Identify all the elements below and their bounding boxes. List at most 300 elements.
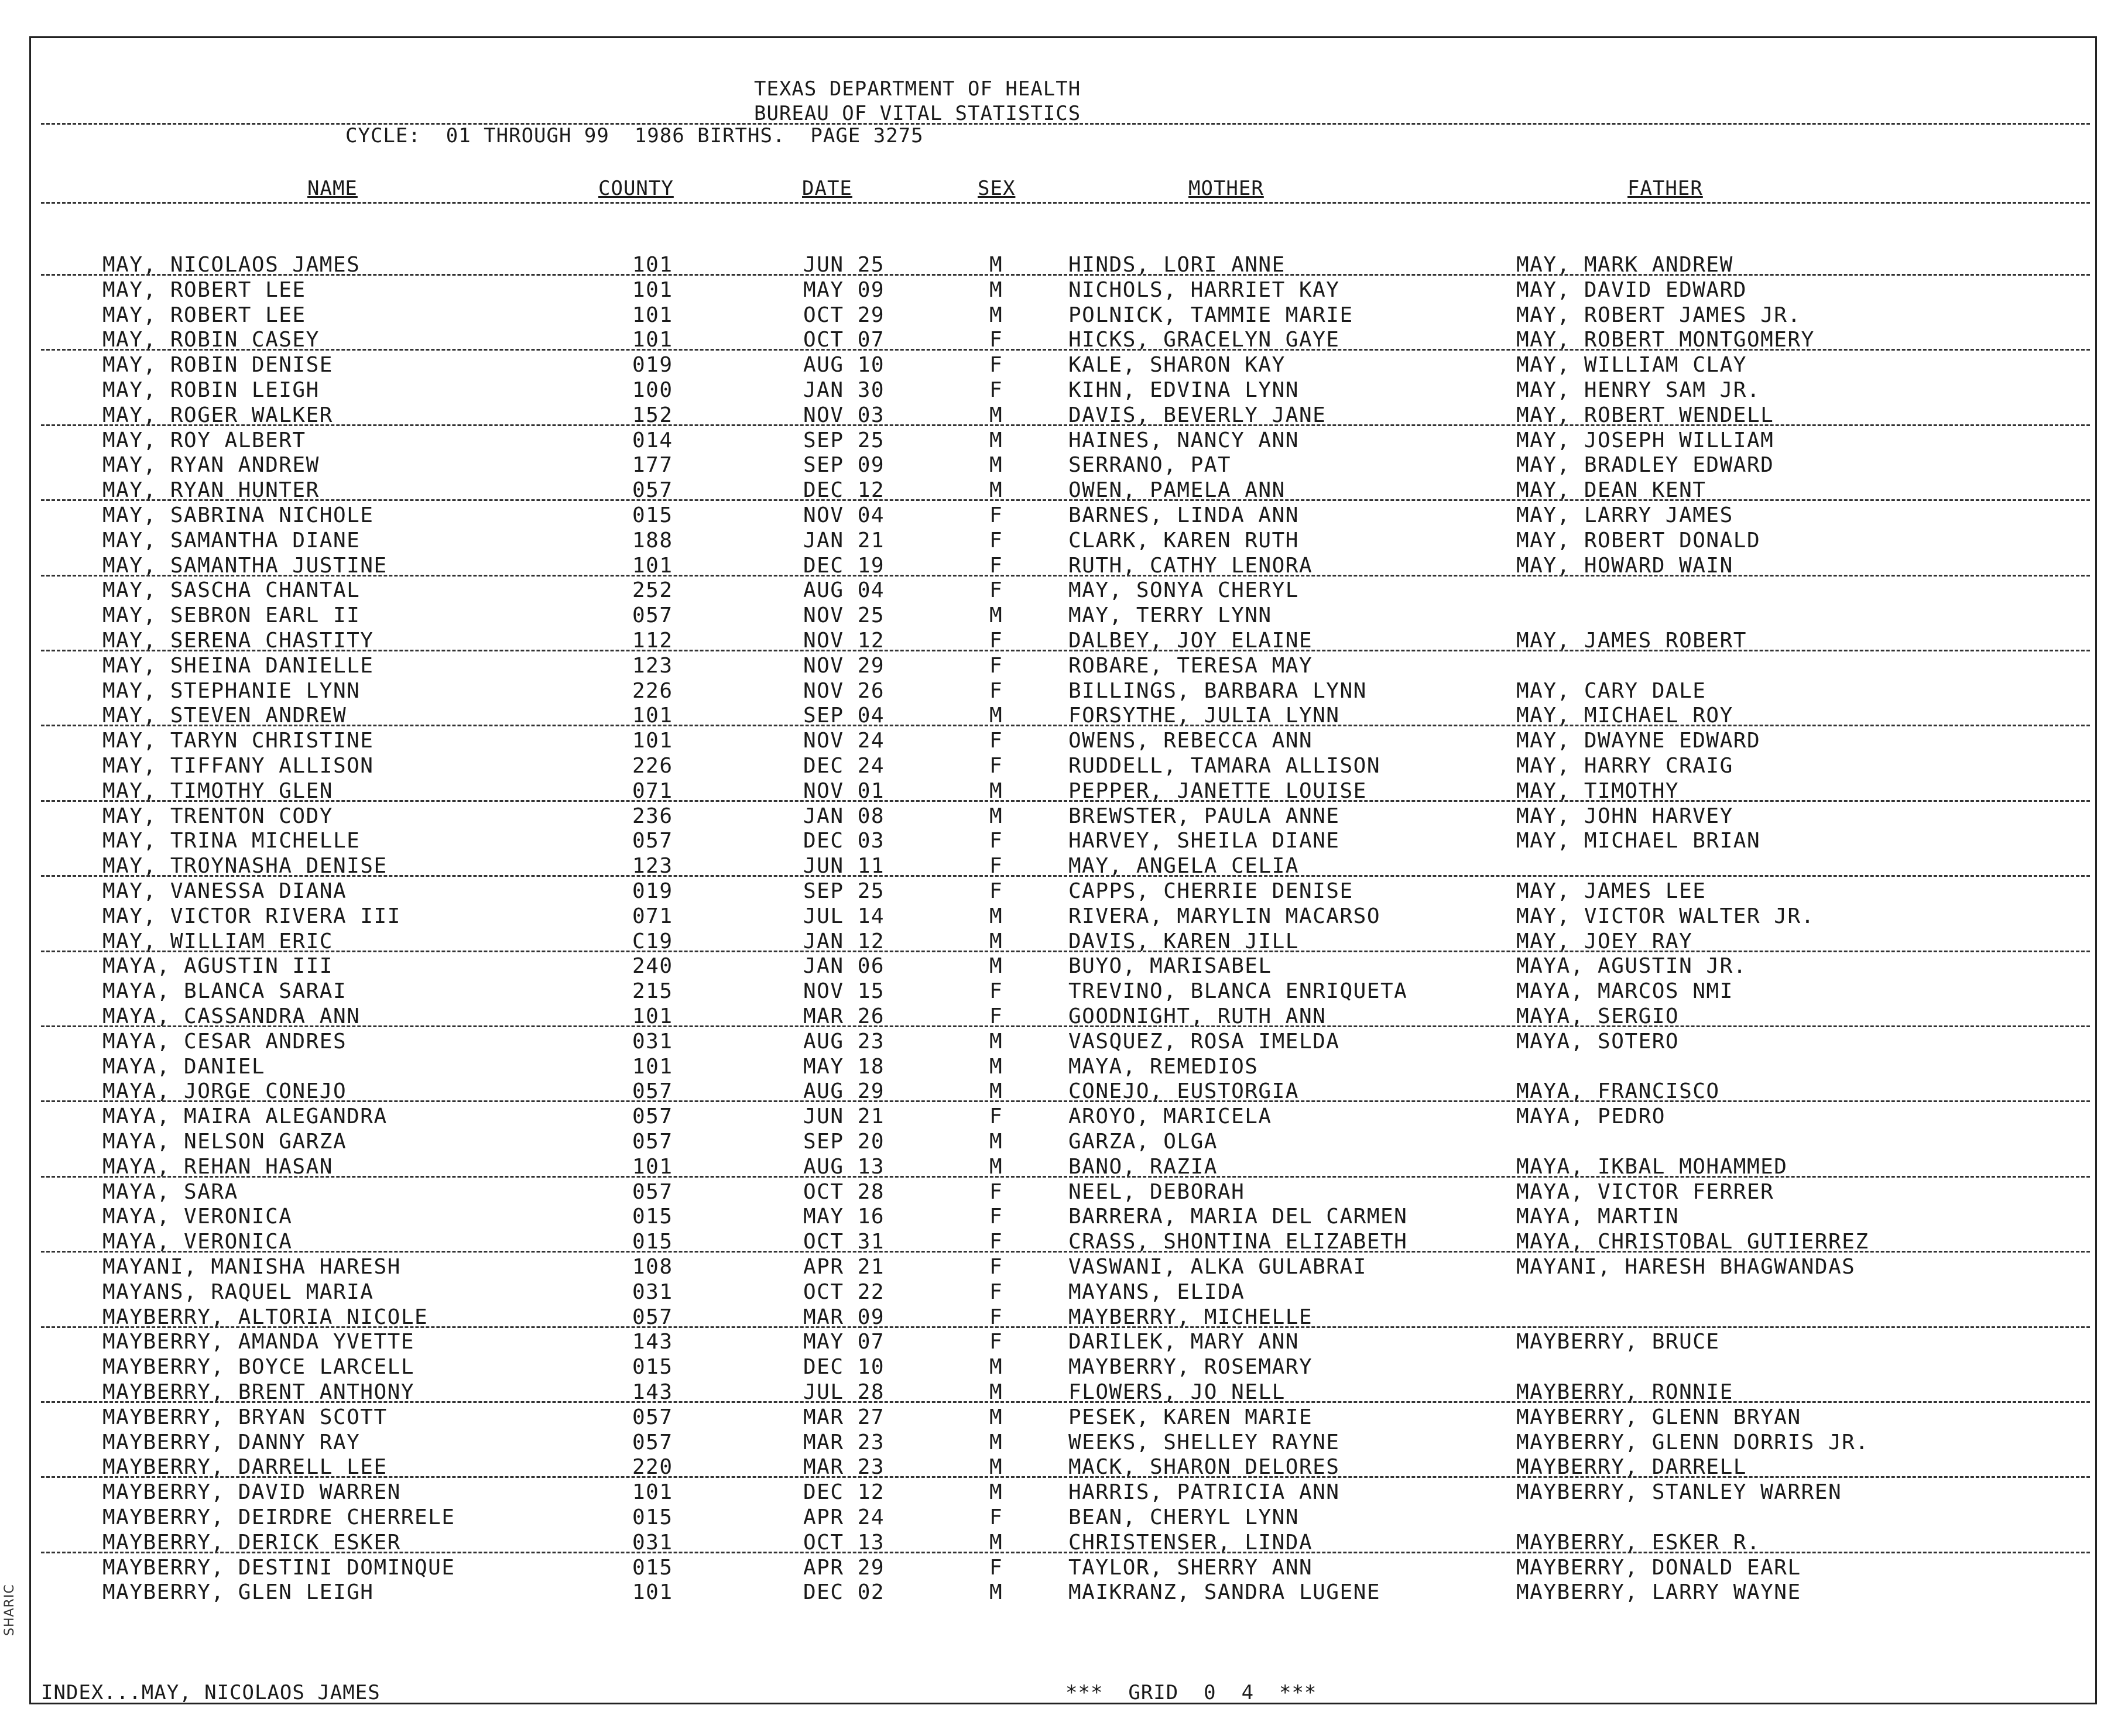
cell-date: JUL 14 [803, 904, 885, 928]
cell-county: 071 [632, 904, 673, 928]
cell-sex: M [989, 1530, 1003, 1555]
table-row [0, 729, 2128, 753]
cell-name: MAYANS, RAQUEL MARIA [102, 1279, 374, 1304]
cell-mother: DAVIS, BEVERLY JANE [1068, 403, 1327, 427]
table-row [0, 1505, 2128, 1530]
cell-father: MAYBERRY, ESKER R. [1516, 1530, 1761, 1555]
cell-name: MAY, TIMOTHY GLEN [102, 778, 333, 803]
cell-county: 143 [632, 1380, 673, 1404]
cell-mother: BANO, RAZIA [1068, 1154, 1218, 1179]
cell-county: 057 [632, 478, 673, 503]
cell-father: MAY, JOSEPH WILLIAM [1516, 428, 1774, 452]
column-header-county: COUNTY [598, 177, 674, 200]
cell-mother: RUTH, CATHY LENORA [1068, 553, 1313, 578]
table-row [0, 779, 2128, 804]
cell-name: MAYBERRY, BRYAN SCOTT [102, 1405, 388, 1429]
cell-date: SEP 04 [803, 704, 885, 728]
cell-father: MAY, CARY DALE [1516, 678, 1706, 703]
cell-county: 123 [632, 854, 673, 879]
cell-date: JAN 12 [803, 929, 885, 953]
cell-father: MAYA, FRANCISCO [1516, 1079, 1720, 1104]
cell-sex: M [989, 929, 1003, 953]
cell-sex: F [989, 378, 1003, 402]
cell-father: MAY, BRADLEY EDWARD [1516, 453, 1774, 478]
table-row [0, 929, 2128, 954]
table-row [0, 679, 2128, 704]
cell-father: MAYA, AGUSTIN JR. [1516, 954, 1747, 979]
cell-mother: TREVINO, BLANCA ENRIQUETA [1068, 979, 1408, 1004]
cell-date: AUG 04 [803, 578, 885, 603]
cell-date: OCT 07 [803, 328, 885, 352]
cell-county: 101 [632, 1054, 673, 1079]
cell-name: MAY, SAMANTHA JUSTINE [102, 553, 388, 578]
cell-name: MAYA, SARA [102, 1179, 238, 1204]
cell-date: OCT 29 [803, 303, 885, 327]
cell-sex: M [989, 453, 1003, 478]
cell-county: 019 [632, 879, 673, 903]
cell-sex: M [989, 1029, 1003, 1054]
cell-date: NOV 29 [803, 653, 885, 678]
cell-mother: KIHN, EDVINA LYNN [1068, 378, 1299, 402]
cell-county: 101 [632, 704, 673, 728]
cell-mother: WEEKS, SHELLEY RAYNE [1068, 1430, 1340, 1454]
cell-mother: NEEL, DEBORAH [1068, 1179, 1245, 1204]
cell-mother: OWEN, PAMELA ANN [1068, 478, 1286, 503]
cell-date: OCT 13 [803, 1530, 885, 1555]
cell-county: 108 [632, 1255, 673, 1279]
cell-name: MAYBERRY, DARRELL LEE [102, 1455, 388, 1480]
cell-father: MAY, ROBERT JAMES JR. [1516, 303, 1801, 327]
cell-date: DEC 10 [803, 1355, 885, 1380]
cell-county: 101 [632, 303, 673, 327]
cell-name: MAY, RYAN HUNTER [102, 478, 320, 503]
cell-sex: M [989, 1130, 1003, 1154]
cell-mother: CLARK, KAREN RUTH [1068, 528, 1299, 553]
cell-date: APR 29 [803, 1555, 885, 1580]
cell-date: MAR 23 [803, 1455, 885, 1480]
cell-date: AUG 10 [803, 353, 885, 378]
side-label: SHARIC [2, 1584, 17, 1636]
cell-date: DEC 19 [803, 553, 885, 578]
cell-name: MAY, SASCHA CHANTAL [102, 578, 361, 603]
cell-mother: CAPPS, CHERRIE DENISE [1068, 879, 1353, 903]
cell-father: MAY, MICHAEL ROY [1516, 704, 1733, 728]
cell-father: MAY, JOEY RAY [1516, 929, 1693, 953]
cell-county: 112 [632, 629, 673, 653]
cell-name: MAYBERRY, ALTORIA NICOLE [102, 1305, 429, 1329]
cell-date: NOV 24 [803, 729, 885, 753]
cell-mother: MAYBERRY, ROSEMARY [1068, 1355, 1313, 1380]
cell-name: MAY, ROY ALBERT [102, 428, 306, 452]
cell-name: MAYA, MAIRA ALEGANDRA [102, 1104, 388, 1129]
table-row [0, 1480, 2128, 1505]
table-row [0, 1430, 2128, 1455]
cell-name: MAYBERRY, AMANDA YVETTE [102, 1330, 414, 1354]
cell-name: MAYBERRY, DERICK ESKER [102, 1530, 401, 1555]
cell-sex: F [989, 1305, 1003, 1329]
cell-name: MAYBERRY, BRENT ANTHONY [102, 1380, 414, 1404]
cell-name: MAYA, AGUSTIN III [102, 954, 333, 979]
table-row [0, 1055, 2128, 1079]
cell-county: 031 [632, 1530, 673, 1555]
cell-name: MAY, TRINA MICHELLE [102, 829, 361, 853]
cell-mother: PESEK, KAREN MARIE [1068, 1405, 1313, 1429]
cell-county: 057 [632, 1430, 673, 1454]
cell-father: MAY, HOWARD WAIN [1516, 553, 1733, 578]
cell-mother: VASQUEZ, ROSA IMELDA [1068, 1029, 1340, 1054]
table-row [0, 979, 2128, 1004]
table-row [0, 704, 2128, 728]
table-row [0, 1079, 2128, 1104]
cell-name: MAYA, REHAN HASAN [102, 1154, 333, 1179]
table-row [0, 603, 2128, 628]
table-row [0, 879, 2128, 904]
table-row [0, 529, 2128, 553]
cell-name: MAYA, CESAR ANDRES [102, 1029, 347, 1054]
cell-mother: TAYLOR, SHERRY ANN [1068, 1555, 1313, 1580]
cell-father: MAY, HENRY SAM JR. [1516, 378, 1761, 402]
column-header-divider [41, 202, 2090, 204]
cell-sex: F [989, 1230, 1003, 1254]
column-header-father: FATHER [1627, 177, 1703, 200]
cell-sex: M [989, 303, 1003, 327]
cell-father: MAY, WILLIAM CLAY [1516, 353, 1747, 378]
cell-county: C19 [632, 929, 673, 953]
cell-county: 188 [632, 528, 673, 553]
table-row [0, 1205, 2128, 1229]
cell-county: 031 [632, 1279, 673, 1304]
cell-sex: F [989, 553, 1003, 578]
cell-date: JUL 28 [803, 1380, 885, 1404]
cell-father: MAYA, MARTIN [1516, 1205, 1680, 1229]
cell-name: MAY, ROBIN CASEY [102, 328, 320, 352]
table-row [0, 954, 2128, 979]
cell-county: 015 [632, 1205, 673, 1229]
table-row [0, 503, 2128, 528]
cell-date: SEP 25 [803, 428, 885, 452]
cell-mother: HINDS, LORI ANNE [1068, 253, 1286, 277]
cell-mother: DARILEK, MARY ANN [1068, 1330, 1299, 1354]
cell-name: MAY, SERENA CHASTITY [102, 629, 374, 653]
cell-name: MAY, RYAN ANDREW [102, 453, 320, 478]
cell-name: MAY, WILLIAM ERIC [102, 929, 333, 953]
cell-mother: MAYANS, ELIDA [1068, 1279, 1245, 1304]
cell-father: MAYA, SOTERO [1516, 1029, 1680, 1054]
cell-date: MAY 16 [803, 1205, 885, 1229]
cell-name: MAY, SAMANTHA DIANE [102, 528, 361, 553]
cell-date: JUN 25 [803, 253, 885, 277]
table-row [0, 654, 2128, 678]
cell-name: MAY, STEPHANIE LYNN [102, 678, 361, 703]
cell-sex: F [989, 1505, 1003, 1529]
cell-date: JAN 08 [803, 804, 885, 828]
cell-mother: AROYO, MARICELA [1068, 1104, 1272, 1129]
cell-name: MAY, ROBERT LEE [102, 303, 306, 327]
table-row [0, 629, 2128, 653]
header-title: TEXAS DEPARTMENT OF HEALTH [754, 77, 1081, 101]
cell-father: MAYA, VICTOR FERRER [1516, 1179, 1774, 1204]
cell-mother: CHRISTENSER, LINDA [1068, 1530, 1313, 1555]
cell-mother: MAYBERRY, MICHELLE [1068, 1305, 1313, 1329]
table-row [0, 353, 2128, 378]
table-row [0, 1104, 2128, 1129]
cell-mother: MAY, TERRY LYNN [1068, 603, 1272, 628]
cell-sex: F [989, 503, 1003, 527]
cell-date: OCT 31 [803, 1230, 885, 1254]
cell-date: JUN 11 [803, 854, 885, 879]
table-row [0, 904, 2128, 929]
cell-sex: M [989, 1405, 1003, 1429]
cell-mother: BREWSTER, PAULA ANNE [1068, 804, 1340, 828]
table-row [0, 1355, 2128, 1380]
cell-date: MAR 09 [803, 1305, 885, 1329]
cell-date: APR 21 [803, 1255, 885, 1279]
cell-county: 057 [632, 829, 673, 853]
cell-sex: M [989, 277, 1003, 302]
cell-sex: M [989, 804, 1003, 828]
cell-date: MAR 26 [803, 1004, 885, 1028]
cell-sex: F [989, 1179, 1003, 1204]
cell-father: MAYBERRY, LARRY WAYNE [1516, 1580, 1801, 1605]
cell-county: 057 [632, 1179, 673, 1204]
cell-sex: F [989, 979, 1003, 1004]
cell-name: MAYA, CASSANDRA ANN [102, 1004, 361, 1028]
table-row [0, 1255, 2128, 1279]
cell-sex: F [989, 1104, 1003, 1129]
table-row [0, 1230, 2128, 1254]
cell-mother: MAY, ANGELA CELIA [1068, 854, 1299, 879]
cell-father: MAY, ROBERT DONALD [1516, 528, 1761, 553]
cell-mother: HARRIS, PATRICIA ANN [1068, 1480, 1340, 1505]
cell-date: NOV 12 [803, 629, 885, 653]
cell-father: MAY, VICTOR WALTER JR. [1516, 904, 1815, 928]
cell-mother: PEPPER, JANETTE LOUISE [1068, 778, 1367, 803]
cell-name: MAY, TIFFANY ALLISON [102, 754, 374, 778]
cell-sex: F [989, 1330, 1003, 1354]
cell-sex: F [989, 1205, 1003, 1229]
cell-sex: F [989, 578, 1003, 603]
cell-date: MAY 07 [803, 1330, 885, 1354]
cell-county: 015 [632, 1555, 673, 1580]
cell-father: MAY, DEAN KENT [1516, 478, 1706, 503]
cell-sex: M [989, 904, 1003, 928]
cell-father: MAYBERRY, DARRELL [1516, 1455, 1747, 1480]
cell-sex: M [989, 1154, 1003, 1179]
cell-county: 057 [632, 603, 673, 628]
table-row [0, 303, 2128, 328]
cell-mother: MACK, SHARON DELORES [1068, 1455, 1340, 1480]
cell-county: 015 [632, 1230, 673, 1254]
cell-father: MAY, MICHAEL BRIAN [1516, 829, 1761, 853]
cell-name: MAY, TRENTON CODY [102, 804, 333, 828]
table-row [0, 1380, 2128, 1405]
cell-sex: F [989, 353, 1003, 378]
cell-name: MAY, NICOLAOS JAMES [102, 253, 361, 277]
cell-sex: M [989, 603, 1003, 628]
cell-mother: CRASS, SHONTINA ELIZABETH [1068, 1230, 1408, 1254]
cell-mother: GOODNIGHT, RUTH ANN [1068, 1004, 1327, 1028]
cell-mother: BARNES, LINDA ANN [1068, 503, 1299, 527]
cell-name: MAY, ROBIN DENISE [102, 353, 333, 378]
cell-county: 057 [632, 1130, 673, 1154]
cell-county: 015 [632, 1355, 673, 1380]
cell-name: MAY, ROBERT LEE [102, 277, 306, 302]
table-row [0, 1556, 2128, 1580]
cell-name: MAY, SEBRON EARL II [102, 603, 361, 628]
cell-name: MAYBERRY, GLEN LEIGH [102, 1580, 374, 1605]
cell-name: MAYBERRY, DESTINI DOMINQUE [102, 1555, 455, 1580]
cell-sex: M [989, 1480, 1003, 1505]
cell-date: AUG 29 [803, 1079, 885, 1104]
cell-date: OCT 22 [803, 1279, 885, 1304]
cell-county: 252 [632, 578, 673, 603]
table-row [0, 854, 2128, 879]
cell-father: MAYBERRY, DONALD EARL [1516, 1555, 1801, 1580]
cell-name: MAYA, BLANCA SARAI [102, 979, 347, 1004]
cell-date: SEP 09 [803, 453, 885, 478]
cell-sex: M [989, 1355, 1003, 1380]
cell-date: NOV 01 [803, 778, 885, 803]
cell-name: MAYBERRY, DAVID WARREN [102, 1480, 401, 1505]
cell-sex: F [989, 829, 1003, 853]
cell-county: 031 [632, 1029, 673, 1054]
cell-county: 101 [632, 277, 673, 302]
table-row [0, 328, 2128, 352]
cell-father: MAYANI, HARESH BHAGWANDAS [1516, 1255, 1856, 1279]
table-row [0, 829, 2128, 853]
table-row [0, 453, 2128, 478]
cell-date: NOV 03 [803, 403, 885, 427]
cell-date: NOV 15 [803, 979, 885, 1004]
table-row [0, 1180, 2128, 1205]
cell-father: MAYA, IKBAL MOHAMMED [1516, 1154, 1788, 1179]
cell-mother: ROBARE, TERESA MAY [1068, 653, 1313, 678]
cell-name: MAYBERRY, BOYCE LARCELL [102, 1355, 414, 1380]
cell-date: OCT 28 [803, 1179, 885, 1204]
table-row [0, 428, 2128, 453]
cell-sex: M [989, 253, 1003, 277]
cell-county: 177 [632, 453, 673, 478]
cell-county: 057 [632, 1079, 673, 1104]
cell-mother: FORSYTHE, JULIA LYNN [1068, 704, 1340, 728]
cell-father: MAY, TIMOTHY [1516, 778, 1680, 803]
cell-county: 100 [632, 378, 673, 402]
cell-name: MAY, STEVEN ANDREW [102, 704, 347, 728]
cell-sex: F [989, 854, 1003, 879]
table-row [0, 1004, 2128, 1029]
cell-name: MAYBERRY, DANNY RAY [102, 1430, 361, 1454]
footer-index: INDEX...MAY, NICOLAOS JAMES [41, 1681, 381, 1704]
table-row [0, 1580, 2128, 1605]
cell-mother: NICHOLS, HARRIET KAY [1068, 277, 1340, 302]
cell-name: MAYA, VERONICA [102, 1205, 293, 1229]
cell-date: JUN 21 [803, 1104, 885, 1129]
cell-county: 240 [632, 954, 673, 979]
cell-father: MAYA, SERGIO [1516, 1004, 1680, 1028]
cell-father: MAY, MARK ANDREW [1516, 253, 1733, 277]
cell-sex: F [989, 528, 1003, 553]
cell-date: MAY 09 [803, 277, 885, 302]
table-row [0, 1405, 2128, 1430]
cell-sex: F [989, 653, 1003, 678]
table-row [0, 1330, 2128, 1354]
column-header-sex: SEX [978, 177, 1016, 200]
cell-date: AUG 13 [803, 1154, 885, 1179]
table-row [0, 403, 2128, 428]
cell-county: 071 [632, 778, 673, 803]
cell-mother: MAY, SONYA CHERYL [1068, 578, 1299, 603]
cell-name: MAYA, JORGE CONEJO [102, 1079, 347, 1104]
header-subtitle: BUREAU OF VITAL STATISTICS [754, 102, 1081, 125]
cell-county: 019 [632, 353, 673, 378]
cell-father: MAYBERRY, BRUCE [1516, 1330, 1720, 1354]
cell-father: MAYA, PEDRO [1516, 1104, 1666, 1129]
cell-sex: M [989, 1430, 1003, 1454]
cell-mother: GARZA, OLGA [1068, 1130, 1218, 1154]
cell-date: AUG 23 [803, 1029, 885, 1054]
cell-sex: F [989, 629, 1003, 653]
cell-name: MAY, VANESSA DIANA [102, 879, 347, 903]
cell-county: 101 [632, 1480, 673, 1505]
cell-county: 101 [632, 729, 673, 753]
cell-date: DEC 12 [803, 1480, 885, 1505]
cell-name: MAY, VICTOR RIVERA III [102, 904, 401, 928]
cell-mother: POLNICK, TAMMIE MARIE [1068, 303, 1353, 327]
cell-father: MAYBERRY, RONNIE [1516, 1380, 1733, 1404]
cell-date: MAR 23 [803, 1430, 885, 1454]
cell-date: DEC 24 [803, 754, 885, 778]
cell-date: SEP 25 [803, 879, 885, 903]
cell-father: MAY, HARRY CRAIG [1516, 754, 1733, 778]
table-row [0, 1531, 2128, 1555]
cell-mother: BEAN, CHERYL LYNN [1068, 1505, 1299, 1529]
cell-date: MAR 27 [803, 1405, 885, 1429]
cell-father: MAYBERRY, GLENN BRYAN [1516, 1405, 1801, 1429]
cell-father: MAY, JAMES ROBERT [1516, 629, 1747, 653]
cell-sex: F [989, 879, 1003, 903]
cell-sex: M [989, 1580, 1003, 1605]
table-row [0, 754, 2128, 778]
table-row [0, 378, 2128, 403]
cell-sex: F [989, 729, 1003, 753]
cell-father: MAYBERRY, STANLEY WARREN [1516, 1480, 1842, 1505]
cell-mother: HARVEY, SHEILA DIANE [1068, 829, 1340, 853]
cell-mother: BUYO, MARISABEL [1068, 954, 1272, 979]
table-row [0, 1130, 2128, 1154]
table-row [0, 278, 2128, 303]
cell-county: 152 [632, 403, 673, 427]
cell-mother: HAINES, NANCY ANN [1068, 428, 1299, 452]
cell-mother: RIVERA, MARYLIN MACARSO [1068, 904, 1380, 928]
cell-county: 101 [632, 1580, 673, 1605]
cell-sex: F [989, 754, 1003, 778]
cell-name: MAY, TROYNASHA DENISE [102, 854, 388, 879]
table-row [0, 478, 2128, 503]
cell-sex: M [989, 704, 1003, 728]
table-row [0, 554, 2128, 578]
cell-sex: M [989, 1054, 1003, 1079]
cell-name: MAY, SABRINA NICHOLE [102, 503, 374, 527]
cell-mother: DALBEY, JOY ELAINE [1068, 629, 1313, 653]
column-header-mother: MOTHER [1188, 177, 1264, 200]
cell-date: DEC 12 [803, 478, 885, 503]
cell-county: 143 [632, 1330, 673, 1354]
cell-name: MAYA, VERONICA [102, 1230, 293, 1254]
table-row [0, 1280, 2128, 1305]
cell-mother: BILLINGS, BARBARA LYNN [1068, 678, 1367, 703]
column-header-date: DATE [802, 177, 852, 200]
cell-date: JAN 06 [803, 954, 885, 979]
